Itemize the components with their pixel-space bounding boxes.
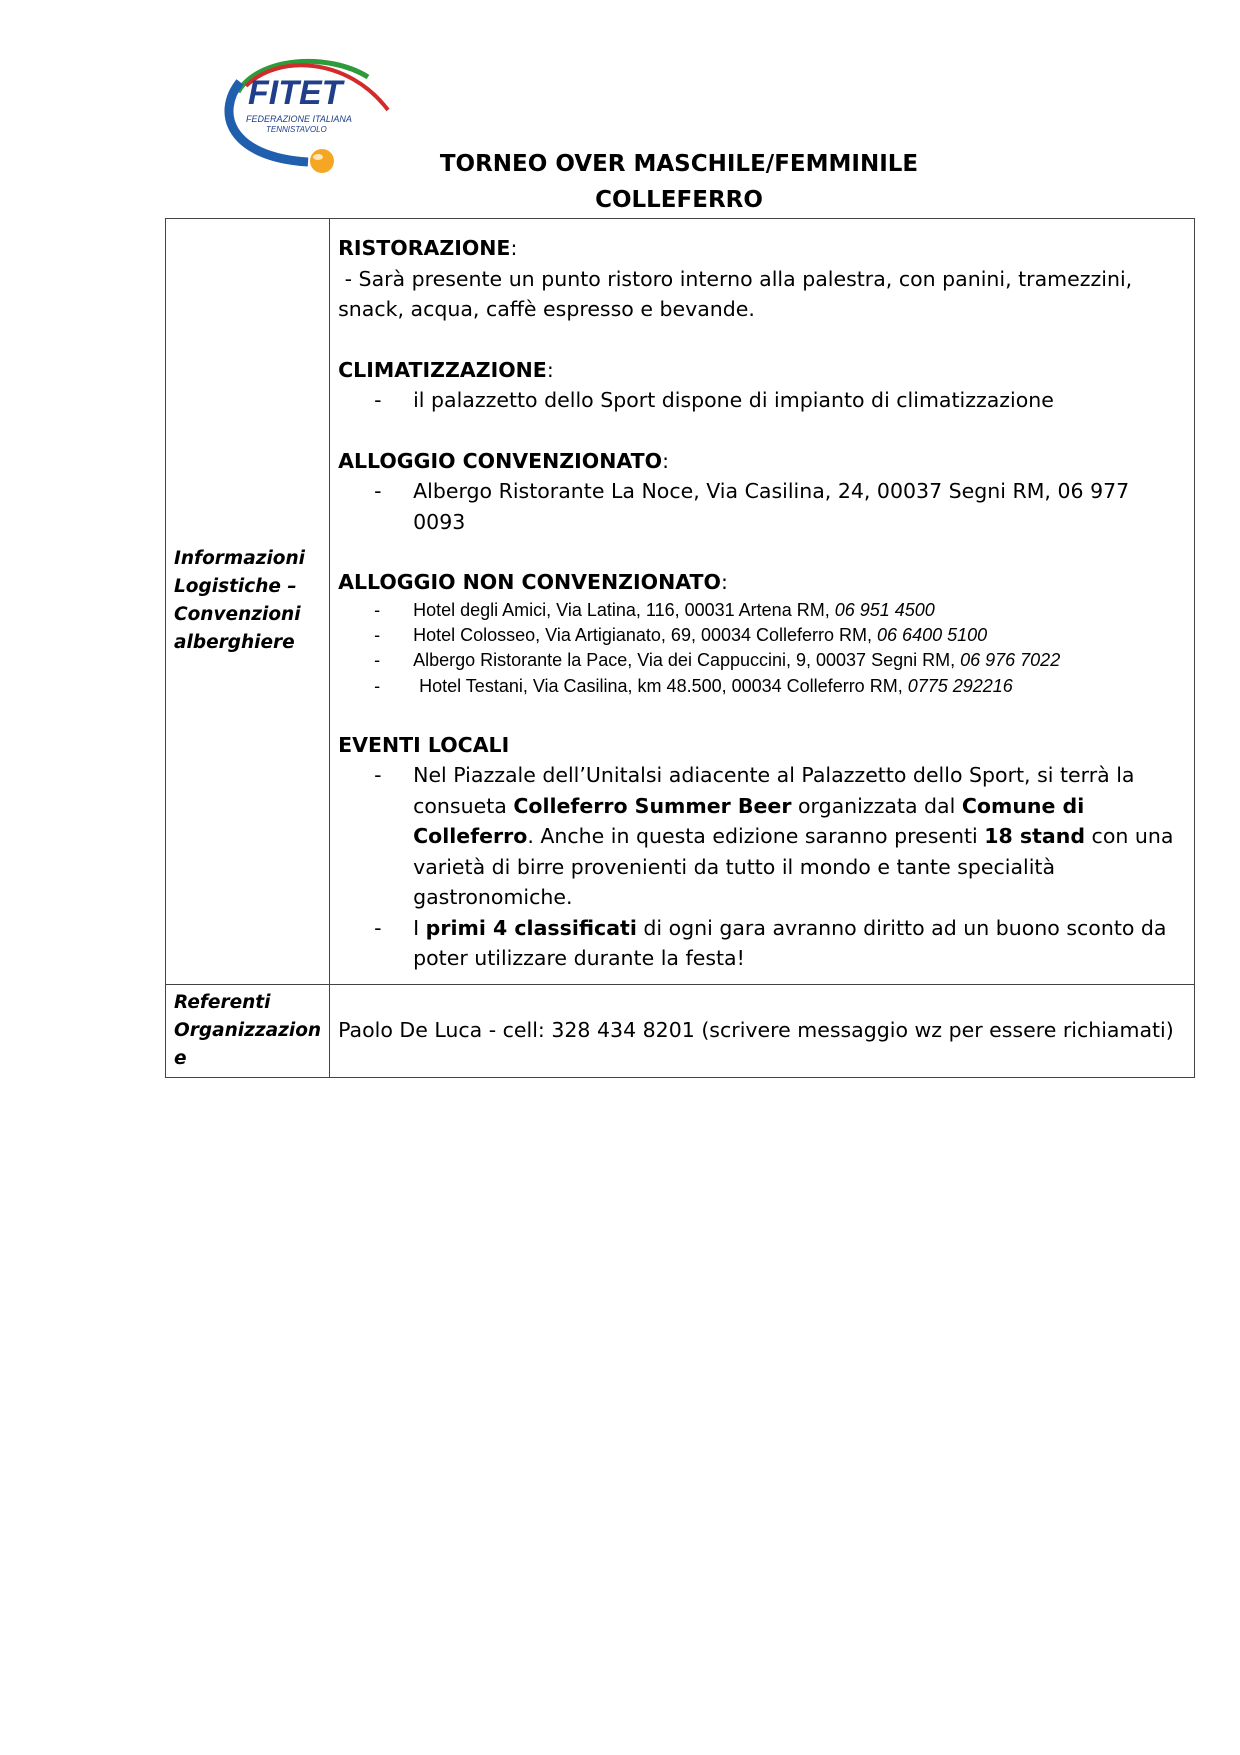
logo-text: FITET bbox=[248, 74, 343, 112]
section-ristorazione: RISTORAZIONE: - Sarà presente un punto ristoro interno alla palestra, con panini, tramezzini, snack, acqua, caffè espresso e bevande. bbox=[338, 233, 1186, 325]
list-item: - il palazzetto dello Sport dispone di impianto di climatizzazione bbox=[374, 388, 1054, 412]
section-title: ALLOGGIO NON CONVENZIONATO bbox=[338, 570, 721, 594]
ristorazione-text: - Sarà presente un punto ristoro interno alla palestra, con panini, tramezzini, snack, acqua, caffè espresso e bevande. bbox=[338, 266, 1139, 321]
phone-number: 06 951 4500 bbox=[834, 599, 935, 620]
list-item: - Hotel degli Amici, Via Latina, 116, 00031 Artena RM, 06 951 4500 bbox=[374, 599, 935, 620]
referenti-content: Paolo De Luca - cell: 328 434 8201 (scrivere messaggio wz per essere richiamati) bbox=[330, 984, 1195, 1077]
table-row bbox=[166, 219, 1195, 985]
section-title: RISTORAZIONE bbox=[338, 236, 511, 260]
section-title: CLIMATIZZAZIONE bbox=[338, 357, 547, 382]
document-title: TORNEO OVER MASCHILE/FEMMINILE bbox=[439, 151, 919, 177]
section-title: EVENTI LOCALI bbox=[338, 732, 510, 757]
list-item: - Hotel Testani, Via Casilina, km 48.500, 00034 Colleferro RM, 0775 292216 bbox=[374, 675, 1013, 696]
list-item: - Albergo Ristorante La Noce, Via Casilina, 24, 00037 Segni RM, 06 977 0093 bbox=[374, 479, 1130, 534]
phone-number: 0775 292216 bbox=[907, 675, 1013, 696]
list-item: - I primi 4 classificati di ogni gara avranno diritto ad un buono sconto da poter utilizzare durante la festa! bbox=[374, 915, 1167, 970]
list-item: - Nel Piazzale dell’Unitalsi adiacente al Palazzetto dello Sport, si terrà la consueta Colleferro Summer Beer organizzata dal Comune di Colleferro. Anche in questa edizione saranno presenti 18 stand con una varietà di birre provenienti da tutto il mondo e tante specialità gastronomiche. bbox=[374, 763, 1174, 909]
info-table bbox=[165, 218, 1195, 1078]
section-alloggio-convenzionato: ALLOGGIO CONVENZIONATO: - Albergo Ristorante La Noce, Via Casilina, 24, 00037 Segni RM, 06 977 0093 bbox=[338, 446, 1186, 538]
row-label-logistica: Informazioni Logistiche – Convenzioni alberghiere bbox=[166, 219, 330, 985]
row-content-logistica bbox=[330, 219, 1195, 985]
logo-subtitle-2: TENNISTAVOLO bbox=[266, 125, 327, 134]
list-item: - Albergo Ristorante la Pace, Via dei Cappuccini, 9, 00037 Segni RM, 06 976 7022 bbox=[374, 649, 1061, 670]
list-item: - Hotel Colosseo, Via Artigianato, 69, 00034 Colleferro RM, 06 6400 5100 bbox=[374, 624, 988, 645]
logo-subtitle-1: FEDERAZIONE ITALIANA bbox=[246, 114, 352, 124]
section-climatizzazione: CLIMATIZZAZIONE: - il palazzetto dello Sport dispone di impianto di climatizzazione bbox=[338, 355, 1186, 416]
section-alloggio-non-convenzionato: ALLOGGIO NON CONVENZIONATO: - Hotel degli Amici, Via Latina, 116, 00031 Artena RM, 06 951 4500 - Hotel Colosseo, Via Artigianato, 69, 00034 Colleferro RM, 06 6400 5100 - Albergo Ristorante la Pace, Via dei Cappuccini, 9, 00037 Segni RM, 06 976 7022 - Hotel Testani, Via Casilina, km 48.500, 00034 Colleferro RM, 0775 292216 bbox=[338, 567, 1186, 700]
row-label-referenti: Referenti Organizzazion e bbox=[166, 984, 330, 1077]
section-title: ALLOGGIO CONVENZIONATO bbox=[338, 448, 663, 473]
phone-number: 06 6400 5100 bbox=[877, 624, 988, 645]
phone-number: 06 976 7022 bbox=[960, 649, 1061, 670]
table-row bbox=[166, 984, 1195, 1077]
document-subtitle: COLLEFERRO bbox=[595, 187, 763, 213]
section-eventi-locali bbox=[338, 730, 1186, 974]
